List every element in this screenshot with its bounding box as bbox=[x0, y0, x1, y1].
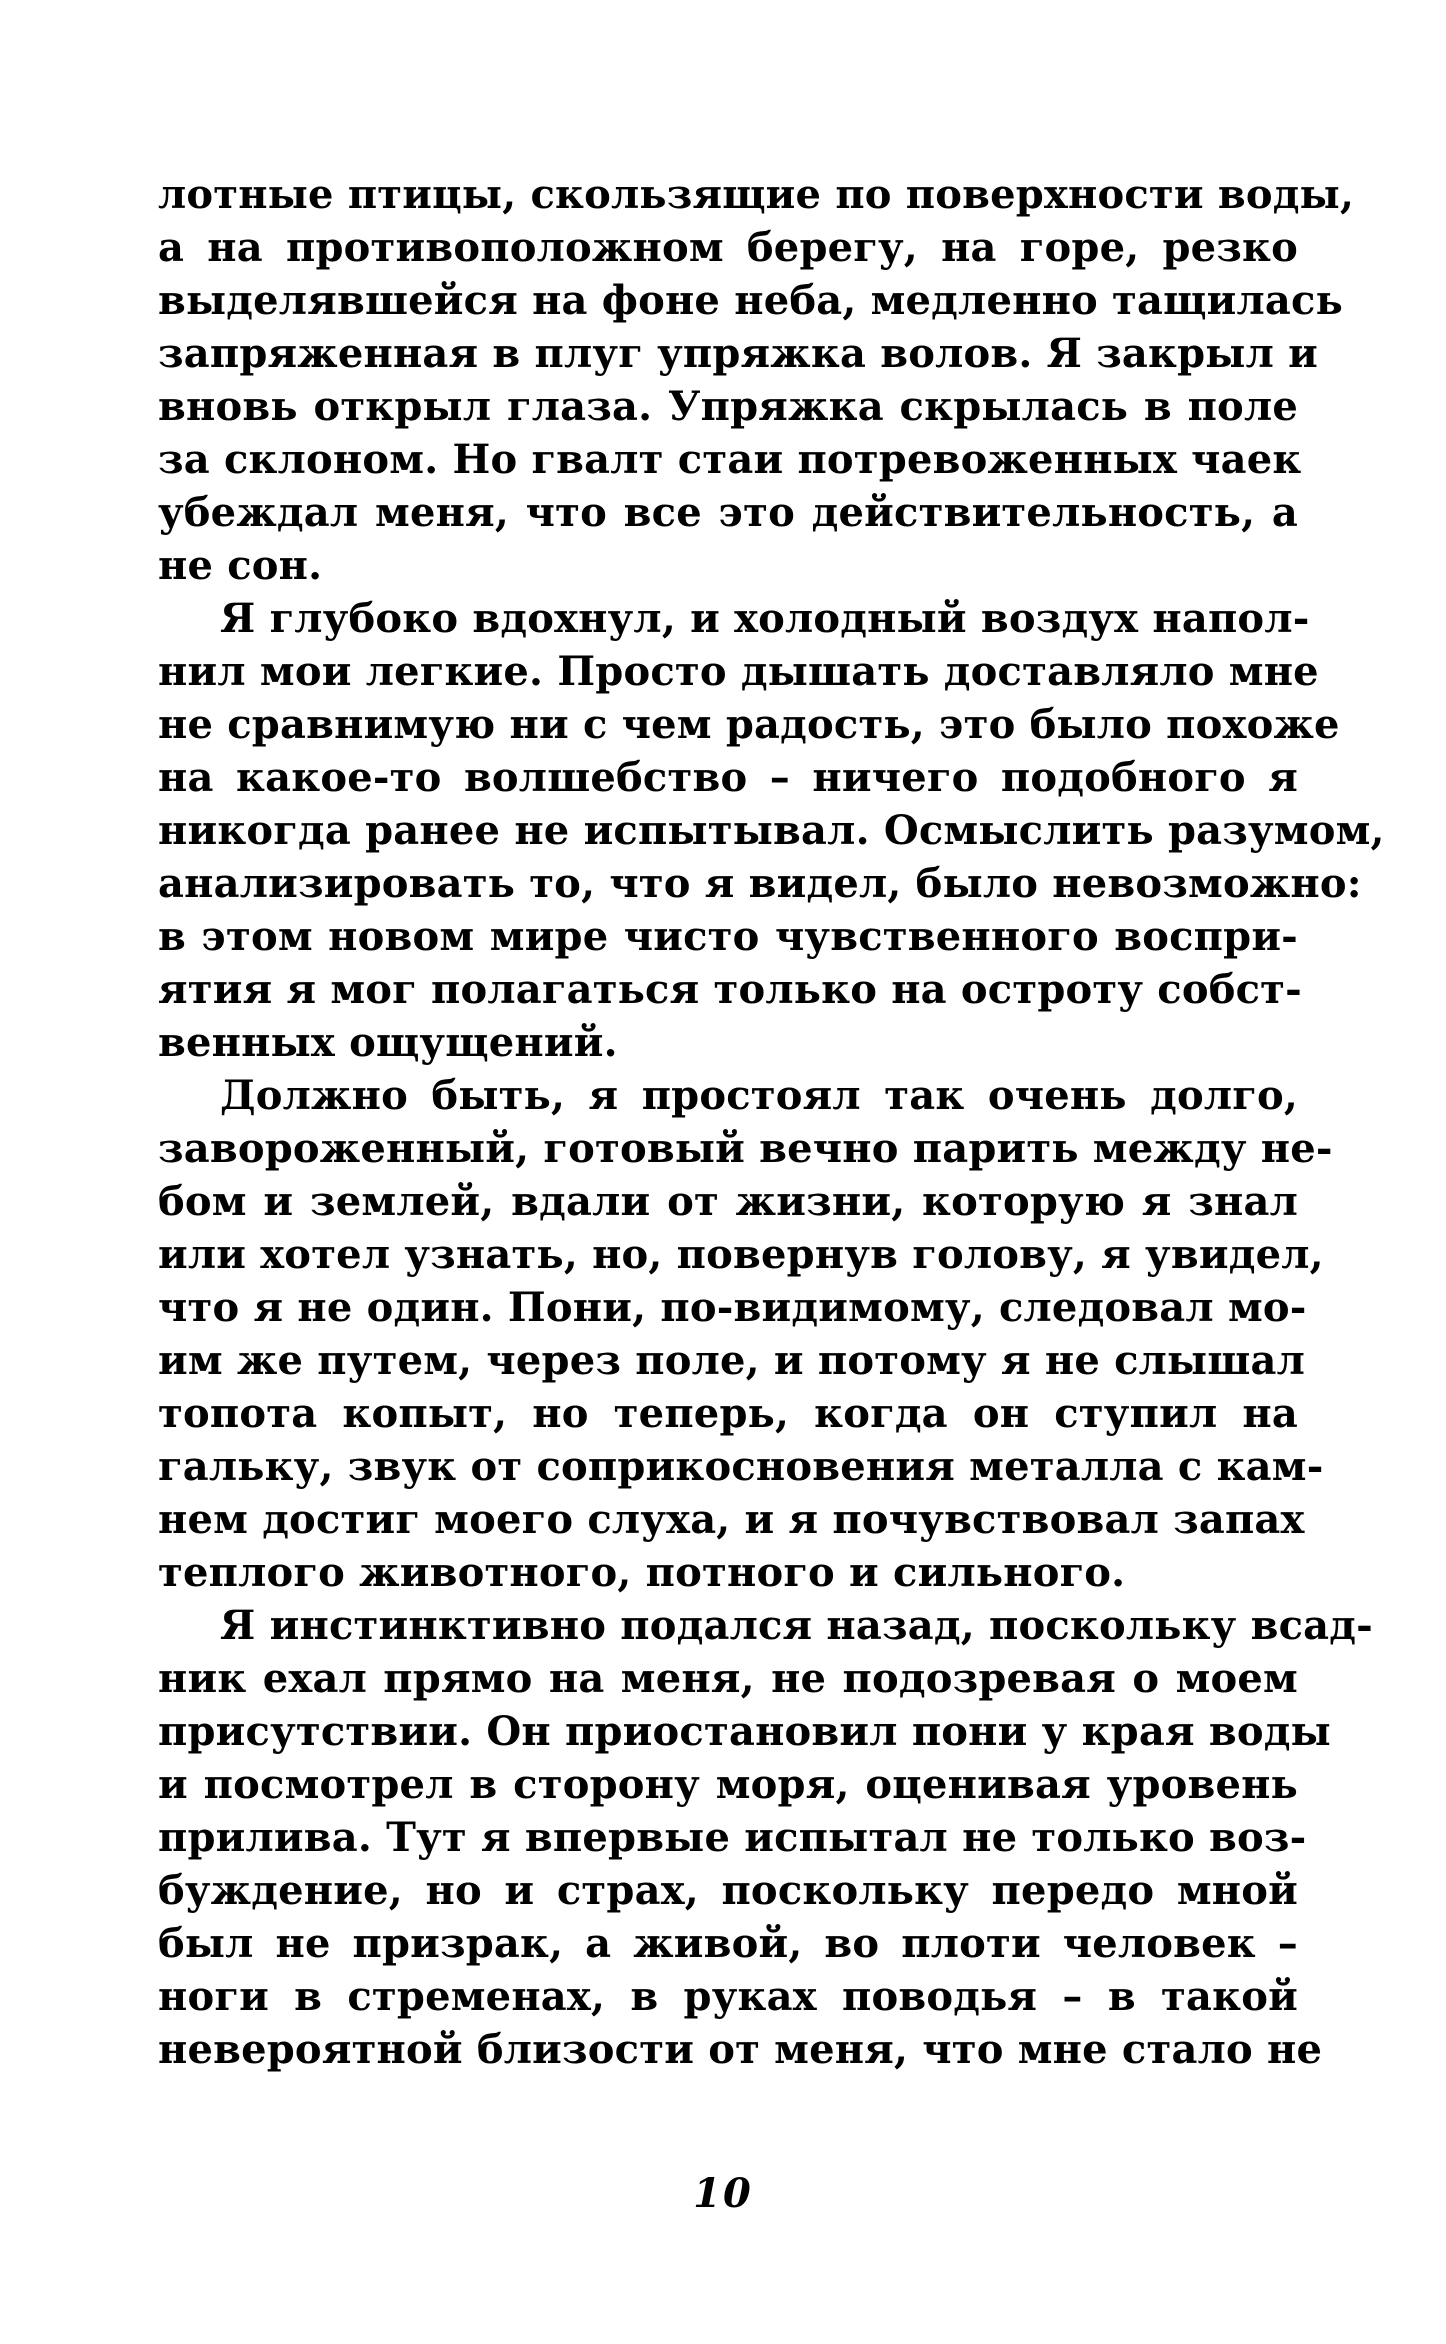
text-line: присутствии. Он приостановил пони у края воды bbox=[158, 1708, 1331, 1755]
text-line: буждение, но и страх, поскольку передо мной bbox=[158, 1867, 1298, 1914]
page-body bbox=[158, 168, 1385, 2076]
text-line: не сон. bbox=[158, 542, 323, 589]
text-line: и посмотрел в сторону моря, оценивая уровень bbox=[158, 1761, 1298, 1808]
text-line: или хотел узнать, но, повернув голову, я увидел, bbox=[158, 1231, 1324, 1278]
text-line: был не призрак, а живой, во плоти человек – bbox=[158, 1920, 1298, 1967]
text-line: невероятной близости от меня, что мне стало не bbox=[158, 2026, 1323, 2073]
text-line: теплого животного, потного и сильного. bbox=[158, 1549, 1126, 1596]
text-line: а на противоположном берегу, на горе, резко bbox=[158, 224, 1298, 271]
text-line: ник ехал прямо на меня, не подозревая о моем bbox=[158, 1655, 1298, 1702]
text-line: никогда ранее не испытывал. Осмыслить разумом, bbox=[158, 807, 1385, 854]
paragraph-4 bbox=[158, 1599, 1373, 2076]
text-line: выделявшейся на фоне неба, медленно тащилась bbox=[158, 277, 1343, 324]
text-line: нем достиг моего слуха, и я почувствовал запах bbox=[158, 1496, 1305, 1543]
text-line: им же путем, через поле, и потому я не слышал bbox=[158, 1337, 1306, 1384]
text-line: на какое-то волшебство – ничего подобного я bbox=[158, 754, 1298, 801]
text-line: нил мои легкие. Просто дышать доставляло мне bbox=[158, 648, 1319, 695]
text-line: ноги в стременах, в руках поводья – в такой bbox=[158, 1973, 1298, 2020]
text-line: венных ощущений. bbox=[158, 1019, 618, 1066]
text-line: что я не один. Пони, по-видимому, следовал мо- bbox=[158, 1284, 1307, 1331]
text-line: Должно быть, я простоял так очень долго, bbox=[220, 1072, 1298, 1119]
text-line: анализировать то, что я видел, было невозможно: bbox=[158, 860, 1362, 907]
text-line: за склоном. Но гвалт стаи потревоженных чаек bbox=[158, 436, 1302, 483]
paragraph-1 bbox=[158, 168, 1355, 592]
paragraph-2 bbox=[158, 592, 1385, 1069]
text-line: прилива. Тут я впервые испытал не только воз- bbox=[158, 1814, 1307, 1861]
text-line: Я глубоко вдохнул, и холодный воздух напол- bbox=[220, 595, 1310, 642]
text-line: завороженный, готовый вечно парить между не- bbox=[158, 1125, 1333, 1172]
paragraph-3 bbox=[158, 1069, 1333, 1599]
text-line: Я инстинктивно подался назад, поскольку всад- bbox=[220, 1602, 1373, 1649]
text-line: бом и землей, вдали от жизни, которую я знал bbox=[158, 1178, 1298, 1225]
text-line: лотные птицы, скользящие по поверхности воды, bbox=[158, 171, 1355, 218]
text-line: в этом новом мире чисто чувственного воспри- bbox=[158, 913, 1298, 960]
text-line: убеждал меня, что все это действительность, а bbox=[158, 489, 1298, 536]
page-number: 10 bbox=[693, 2170, 753, 2217]
text-line: не сравнимую ни с чем радость, это было похоже bbox=[158, 701, 1340, 748]
text-line: ятия я мог полагаться только на остроту собст- bbox=[158, 966, 1302, 1013]
text-line: гальку, звук от соприкосновения металла с кам- bbox=[158, 1443, 1324, 1490]
text-line: запряженная в плуг упряжка волов. Я закрыл и bbox=[158, 330, 1318, 377]
text-line: вновь открыл глаза. Упряжка скрылась в поле bbox=[158, 383, 1298, 430]
text-line: топота копыт, но теперь, когда он ступил на bbox=[158, 1390, 1298, 1437]
